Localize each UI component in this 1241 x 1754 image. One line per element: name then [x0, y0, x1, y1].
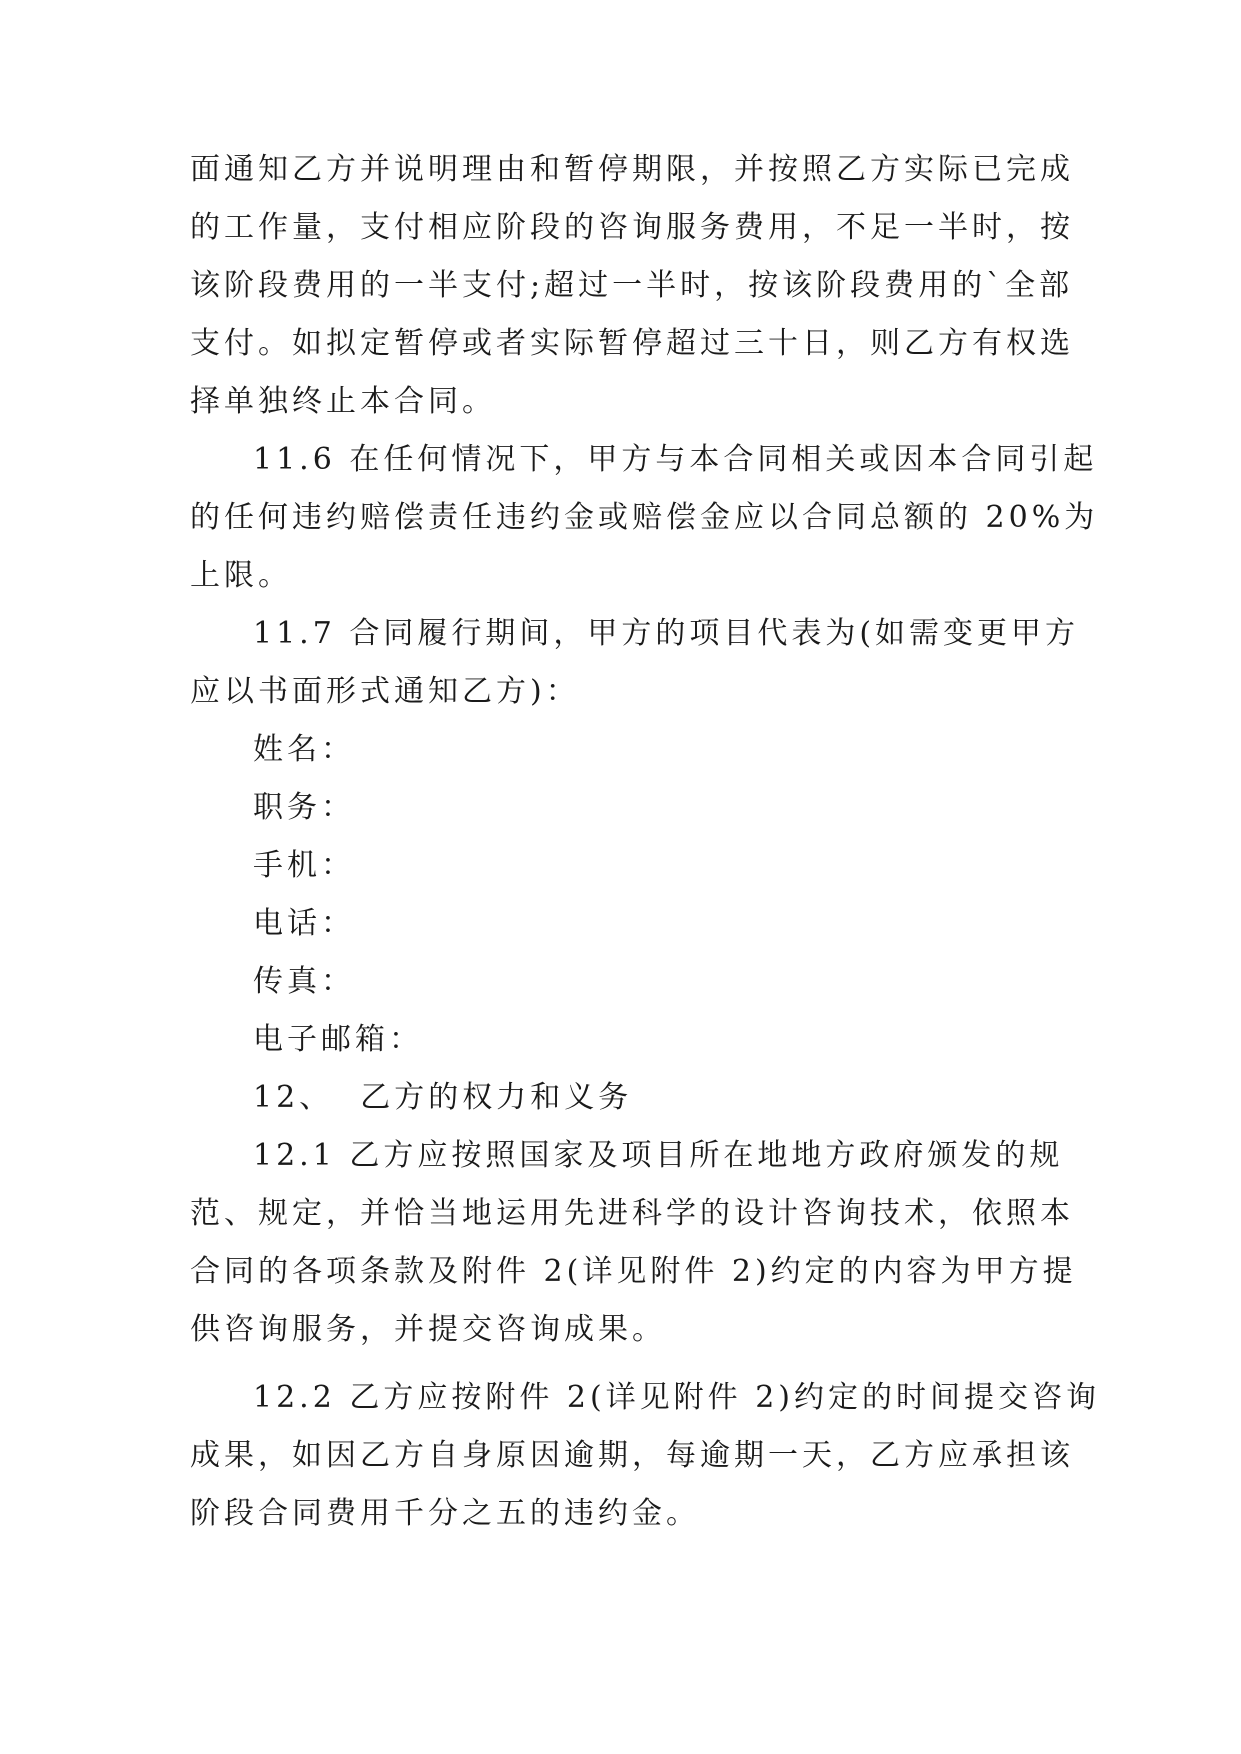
text-line: 面通知乙方并说明理由和暂停期限，并按照乙方实际已完成	[190, 152, 1074, 187]
section-heading-12: 12、 乙方的权力和义务	[253, 1080, 633, 1115]
field-name-label: 姓名：	[253, 732, 355, 767]
text-line: 成果，如因乙方自身原因逾期，每逾期一天，乙方应承担该	[190, 1438, 1074, 1473]
text-line: 范、规定，并恰当地运用先进科学的设计咨询技术，依照本	[190, 1196, 1074, 1231]
field-fax-label: 传真：	[253, 964, 355, 999]
clause-11-7: 11.7 合同履行期间，甲方的项目代表为(如需变更甲方	[253, 616, 1080, 651]
field-phone-label: 电话：	[253, 906, 355, 941]
clause-12-2: 12.2 乙方应按附件 2(详见附件 2)约定的时间提交咨询	[253, 1380, 1100, 1415]
text-line: 供咨询服务，并提交咨询成果。	[190, 1312, 666, 1347]
text-line: 择单独终止本合同。	[190, 384, 496, 419]
field-email-label: 电子邮箱：	[253, 1022, 423, 1057]
text-line: 的工作量，支付相应阶段的咨询服务费用，不足一半时，按	[190, 210, 1074, 245]
text-line: 应以书面形式通知乙方)：	[190, 674, 580, 709]
text-line: 该阶段费用的一半支付;超过一半时，按该阶段费用的`全部	[190, 268, 1074, 303]
field-title-label: 职务：	[253, 790, 355, 825]
field-mobile-label: 手机：	[253, 848, 355, 883]
clause-11-6: 11.6 在任何情况下，甲方与本合同相关或因本合同引起	[253, 442, 1098, 477]
text-line: 合同的各项条款及附件 2(详见附件 2)约定的内容为甲方提	[190, 1254, 1077, 1289]
text-line: 的任何违约赔偿责任违约金或赔偿金应以合同总额的 20%为	[190, 500, 1099, 535]
clause-12-1: 12.1 乙方应按照国家及项目所在地地方政府颁发的规	[253, 1138, 1064, 1173]
text-line: 支付。如拟定暂停或者实际暂停超过三十日，则乙方有权选	[190, 326, 1074, 361]
text-line: 上限。	[190, 558, 292, 593]
text-line: 阶段合同费用千分之五的违约金。	[190, 1496, 700, 1531]
